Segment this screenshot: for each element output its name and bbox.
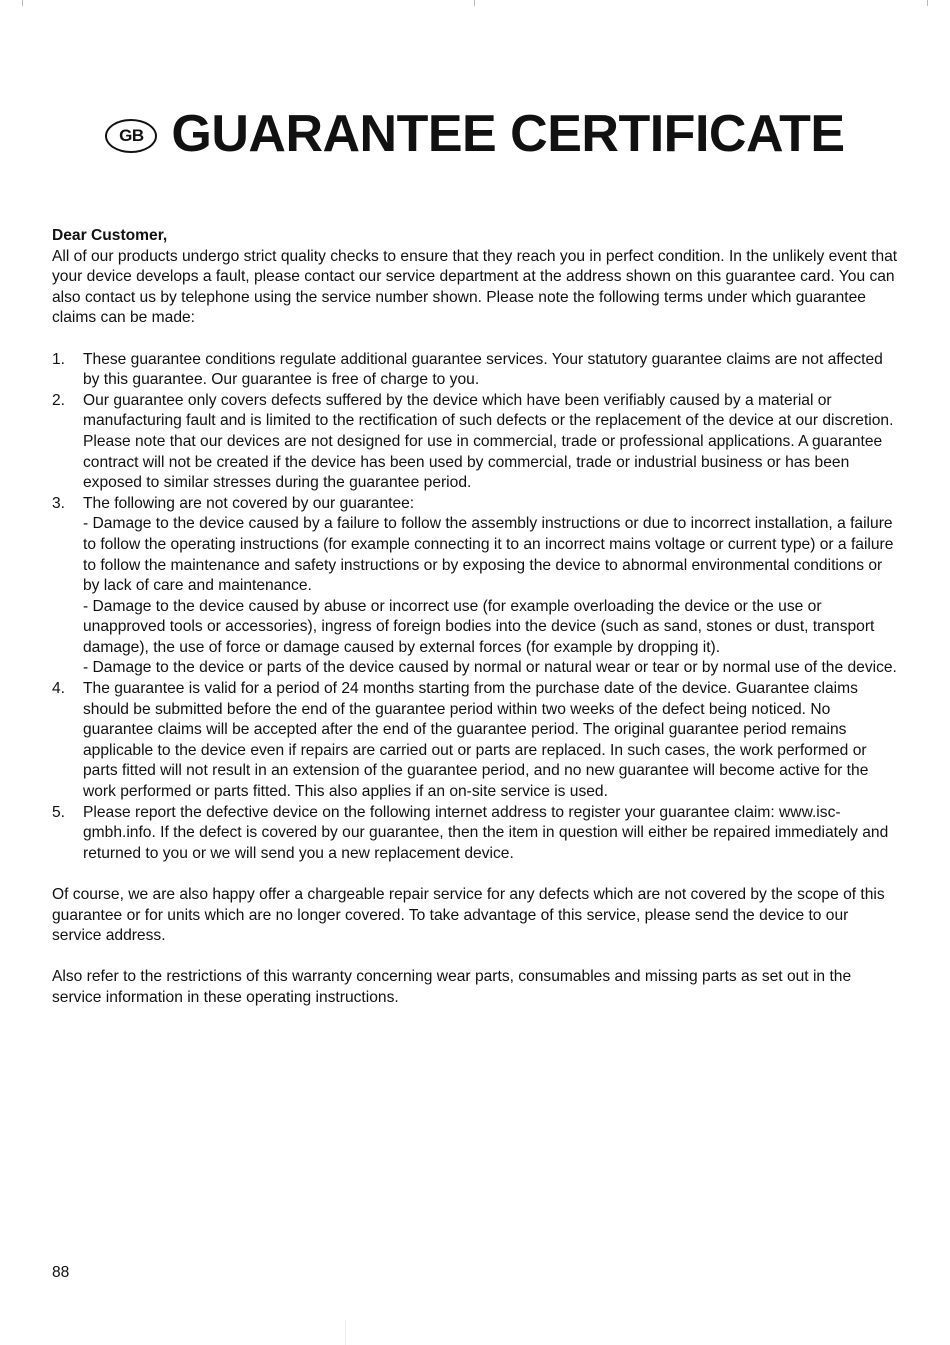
closing-paragraph: Of course, we are also happy offer a chargeable repair service for any defects which are not covered by the scope of this guarantee or for units which are no longer covered. To take advantage of this service, please send the device to our service address. [52,886,885,945]
page-title: GUARANTEE CERTIFICATE [171,105,845,163]
page-number: 88 [52,1264,70,1281]
term-body [83,391,898,494]
term-number: 5. [52,803,66,821]
term-paragraph: - Damage to the device caused by abuse or incorrect use (for example overloading the device or the use or unapproved tools or accessories), ingress of foreign bodies into the device (such as sand, stones or dust, transport damage), the use of force or damage caused by external forces (for example by dropping it). [83,597,875,656]
spacer [52,329,898,350]
term-item [52,803,898,865]
term-paragraph: These guarantee conditions regulate additional guarantee services. Your statutory guarantee claims are not affected by this guarantee. Our guarantee is free of charge to you. [83,350,883,389]
term-item [52,679,898,803]
spacer [52,864,898,885]
term-item [52,350,898,391]
term-body [83,494,898,679]
term-item [52,391,898,494]
term-number: 3. [52,494,66,512]
term-body [83,803,898,865]
crop-mark-top-center [474,0,475,6]
term-paragraph: The guarantee is valid for a period of 24 months starting from the purchase date of the device. Guarantee claims should be submitted before the end of the guarantee period within two weeks of the defect being noticed. No guarantee claims will be accepted after the end of the guarantee period. The original guarantee period remains applicable to the device even if repairs are carried out or parts are replaced. In such cases, the work performed or parts fitted will not result in an extension of the guarantee period, and no new guarantee will become active for the work performed or parts fitted. This also applies if an on-site service is used. [83,680,869,801]
term-number: 2. [52,391,66,409]
closing-paragraph: Also refer to the restrictions of this warranty concerning wear parts, consumables and missing parts as set out in the service information in these operating instructions. [52,968,852,1006]
crop-mark-bottom-center [345,1320,346,1345]
crop-mark-top-left [22,0,23,6]
greeting: Dear Customer, [52,227,168,244]
term-body [83,350,898,391]
term-paragraph: - Damage to the device caused by a failure to follow the assembly instructions or due to incorrect installation, a failure to follow the operating instructions (for example connecting it to an incorrect mains voltage or current type) or a failure to follow the maintenance and safety instructions or by exposing the device to abnormal environmental conditions or by lack of care and maintenance. [83,515,894,595]
page-header [0,104,950,164]
term-item [52,494,898,679]
terms-list [52,350,898,865]
term-paragraph: The following are not covered by our guarantee: [83,494,415,512]
certificate-body [52,226,898,1009]
term-paragraph: Please note that our devices are not designed for use in commercial, trade or professional applications. A guarantee contract will not be created if the device has been used by commercial, trade or industrial business or has been exposed to similar stresses during the guarantee period. [83,432,883,492]
term-paragraph: Please report the defective device on the following internet address to register your guarantee claim: www.isc-gmbh.info. If the defect is covered by our guarantee, then the item in question will either be repaired immediately and returned to you or we will send you a new replacement device. [83,803,889,862]
country-badge: GB [105,119,157,153]
term-number: 1. [52,350,66,368]
term-number: 4. [52,680,66,698]
term-body [83,679,898,803]
term-paragraph: - Damage to the device or parts of the device caused by normal or natural wear or tear or by normal use of the device. [83,659,897,677]
term-paragraph: Our guarantee only covers defects suffered by the device which have been verifiably caused by a material or manufacturing fault and is limited to the rectification of such defects or the replacement of the device at our discretion. [83,391,894,430]
intro-paragraph: All of our products undergo strict quality checks to ensure that they reach you in perfect condition. In the unlikely event that your device develops a fault, please contact our service department at the address shown on this guarantee card. You can also contact us by telephone using the service number shown. Please note the following terms under which guarantee claims can be made: [52,247,898,327]
spacer [52,947,898,968]
crop-mark-top-right [927,0,928,6]
